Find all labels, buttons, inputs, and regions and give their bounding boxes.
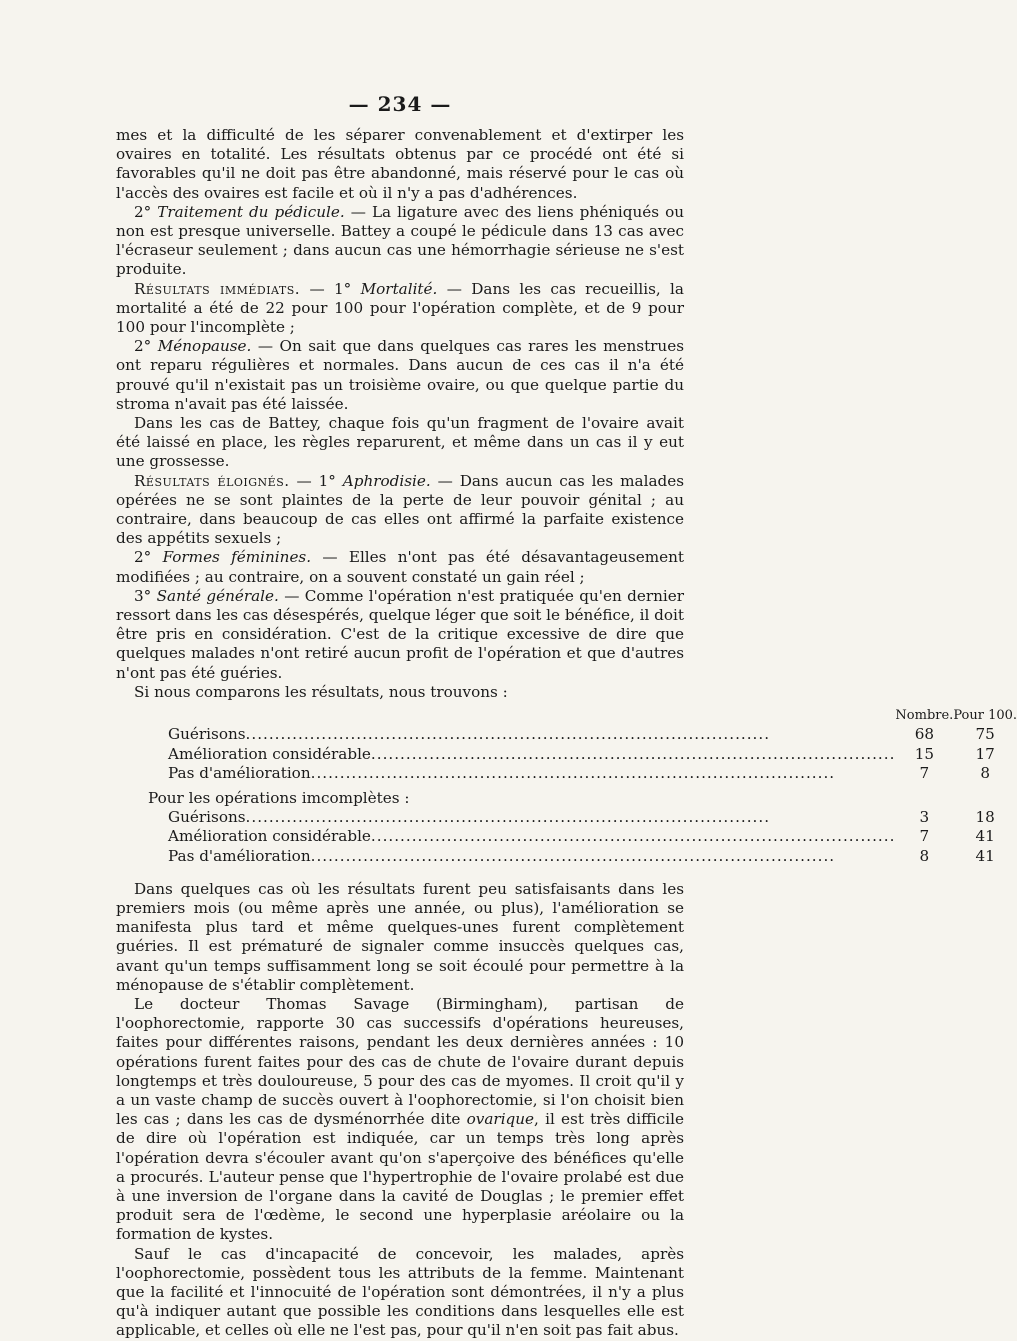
row-percent: 17	[975, 744, 995, 763]
row-percent: 18	[975, 808, 995, 827]
row-label: Guérisons	[168, 725, 246, 744]
paragraph: 2° Ménopause. — On sait que dans quelques cas rares les menstrues ont reparu régulières et normales. Dans aucun de ces cas il n'a été prouvé qu'il n'existait pas un troisième ovaire, ou que quelque partie du stroma n'avait pas été laissée.	[116, 337, 684, 413]
table-group-title: Pour les opérations imcomplètes :	[148, 788, 410, 807]
table-header-row	[116, 706, 1017, 725]
paragraph: Dans quelques cas où les résultats furent peu satisfaisants dans les premiers mois (ou même après une année, ou plus), l'amélioration se manifesta plus tard et même quelques-unes furent complètement guéries. Il est prématuré de signaler comme insuccès quelques cas, avant qu'un temps suffisamment long se soit écoulé pour permettre à la ménopause de s'établir complètement.	[116, 879, 684, 994]
table-row: Pas d'amélioration .......................................................................................... 7 8	[116, 764, 1017, 783]
row-label: Pas d'amélioration	[168, 763, 311, 782]
row-percent: 75	[975, 725, 995, 744]
table-row: Pas d'amélioration .......................................................................................... 8 41	[116, 847, 1017, 866]
paragraph: mes et la difficulté de les séparer convenablement et d'extirper les ovaires en totalité. Les résultats obtenus par ce procédé ont été si favorables qu'il ne doit pas être abandonné, mais réservé pour le cas où l'accès des ovaires est facile et où il n'y a pas d'adhérences.	[116, 126, 684, 202]
paragraph: 3° Santé générale. — Comme l'opération n'est pratiquée qu'en dernier ressort dans les cas désespérés, quelque léger que soit le bénéfice, il doit être pris en considération. C'est de la critique excessive de dire que quelques malades n'ont retiré aucun profit de l'opération et que d'autres n'ont pas été guéries.	[116, 586, 684, 682]
row-count: 68	[914, 725, 935, 744]
subsection-heading: Santé générale.	[156, 586, 279, 605]
column-header-percent: Pour 100.	[953, 708, 1017, 724]
section-heading: Résultats immédiats.	[134, 279, 301, 298]
row-percent: 41	[975, 827, 995, 846]
page-number: — 234 —	[348, 92, 452, 116]
row-count: 7	[919, 827, 930, 846]
section-heading: Traitement du pédicule.	[157, 202, 345, 221]
paragraph: Le docteur Thomas Savage (Birmingham), partisan de l'oophorectomie, rapporte 30 cas successifs d'opérations heureuses, faites pour différentes raisons, pendant les deux dernières années : 10 opérations furent faites pour des cas de chute de l'ovaire durant depuis longtemps et très douloureuse, 5 pour des cas de myomes. Il croit qu'il y a un vaste champ de succès ouvert à l'oophorectomie, si l'on choisit bien les cas ; dans les cas de dysménorrhée dite ovarique, il est très difficile de dire où l'opération est indiquée, car un temps très long après l'opération devra s'écouler avant qu'on s'aperçoive des bénéfices qu'elle a procurés. L'auteur pense que l'hypertrophie de l'ovaire prolabé est due à une inversion de l'organe dans la cavité de Douglas ; le premier effet produit sera de l'œdème, le second une hyperplasie aréolaire ou la formation de kystes.	[116, 994, 684, 1244]
section-heading: Résultats éloignés.	[134, 471, 290, 490]
row-label: Pas d'amélioration	[168, 846, 311, 865]
subsection-heading: Mortalité.	[360, 279, 438, 298]
row-label: Amélioration considérable	[168, 744, 371, 763]
paragraph: Résultats éloignés. — 1° Aphrodisie. — Dans aucun cas les malades opérées ne se sont plaintes de la perte de leur pouvoir génital ; au contraire, dans beaucoup de cas elles ont affirmé la parfaite existence des appétits sexuels ;	[116, 471, 684, 548]
row-label: Guérisons	[168, 808, 246, 827]
paragraph: Sauf le cas d'incapacité de concevoir, les malades, après l'oophorectomie, possèdent tous les attributs de la femme. Maintenant que la facilité et l'innocuité de l'opération sont démontrées, il n'y a plus qu'à indiquer autant que possible les conditions dans lesquelles elle est applicable, et celles où elle ne l'est pas, pour qu'il n'en soit pas fait abus.	[116, 1244, 684, 1340]
row-count: 3	[919, 808, 930, 827]
subsection-heading: Formes féminines.	[162, 548, 312, 567]
paragraph: Résultats immédiats. — 1° Mortalité. — Dans les cas recueillis, la mortalité a été de 22 pour 100 pour l'opération complète, et de 9 pour 100 pour l'incomplète ;	[116, 279, 684, 337]
table-row: Guérisons .......................................................................................... 3 18	[116, 808, 1017, 827]
subsection-heading: Ménopause.	[157, 337, 252, 356]
table-group-title-row	[116, 783, 1017, 808]
table-row: Amélioration considérable .......................................................................................... 15 17	[116, 745, 1017, 764]
row-percent: 41	[975, 846, 995, 865]
paragraph: 2° Formes féminines. — Elles n'ont pas été désavantageusement modifiées ; au contraire, on a souvent constaté un gain réel ;	[116, 548, 684, 586]
row-count: 8	[919, 846, 930, 865]
row-percent: 8	[980, 763, 990, 782]
body-text	[116, 126, 1017, 1341]
paragraph: 2° Traitement du pédicule. — La ligature avec des liens phéniqués ou non est presque universelle. Battey a coupé le pédicule dans 13 cas avec l'écraseur seulement ; dans aucun cas une hémorrhagie sérieuse ne s'est produite.	[116, 202, 685, 279]
row-count: 7	[919, 763, 930, 782]
results-table	[116, 706, 1017, 866]
table-row: Guérisons .......................................................................................... 68 75	[116, 725, 1017, 744]
paragraph: Dans les cas de Battey, chaque fois qu'un fragment de l'ovaire avait été laissé en place, les règles reparurent, et même dans un cas il y eut une grossesse.	[116, 414, 684, 471]
row-count: 15	[914, 744, 935, 763]
subsection-heading: Aphrodisie.	[342, 471, 431, 490]
table-row: Amélioration considérable .......................................................................................... 7 41	[116, 827, 1017, 846]
row-label: Amélioration considérable	[168, 827, 371, 846]
paragraph: Si nous comparons les résultats, nous trouvons :	[134, 682, 508, 701]
column-header-count: Nombre.	[895, 708, 954, 724]
